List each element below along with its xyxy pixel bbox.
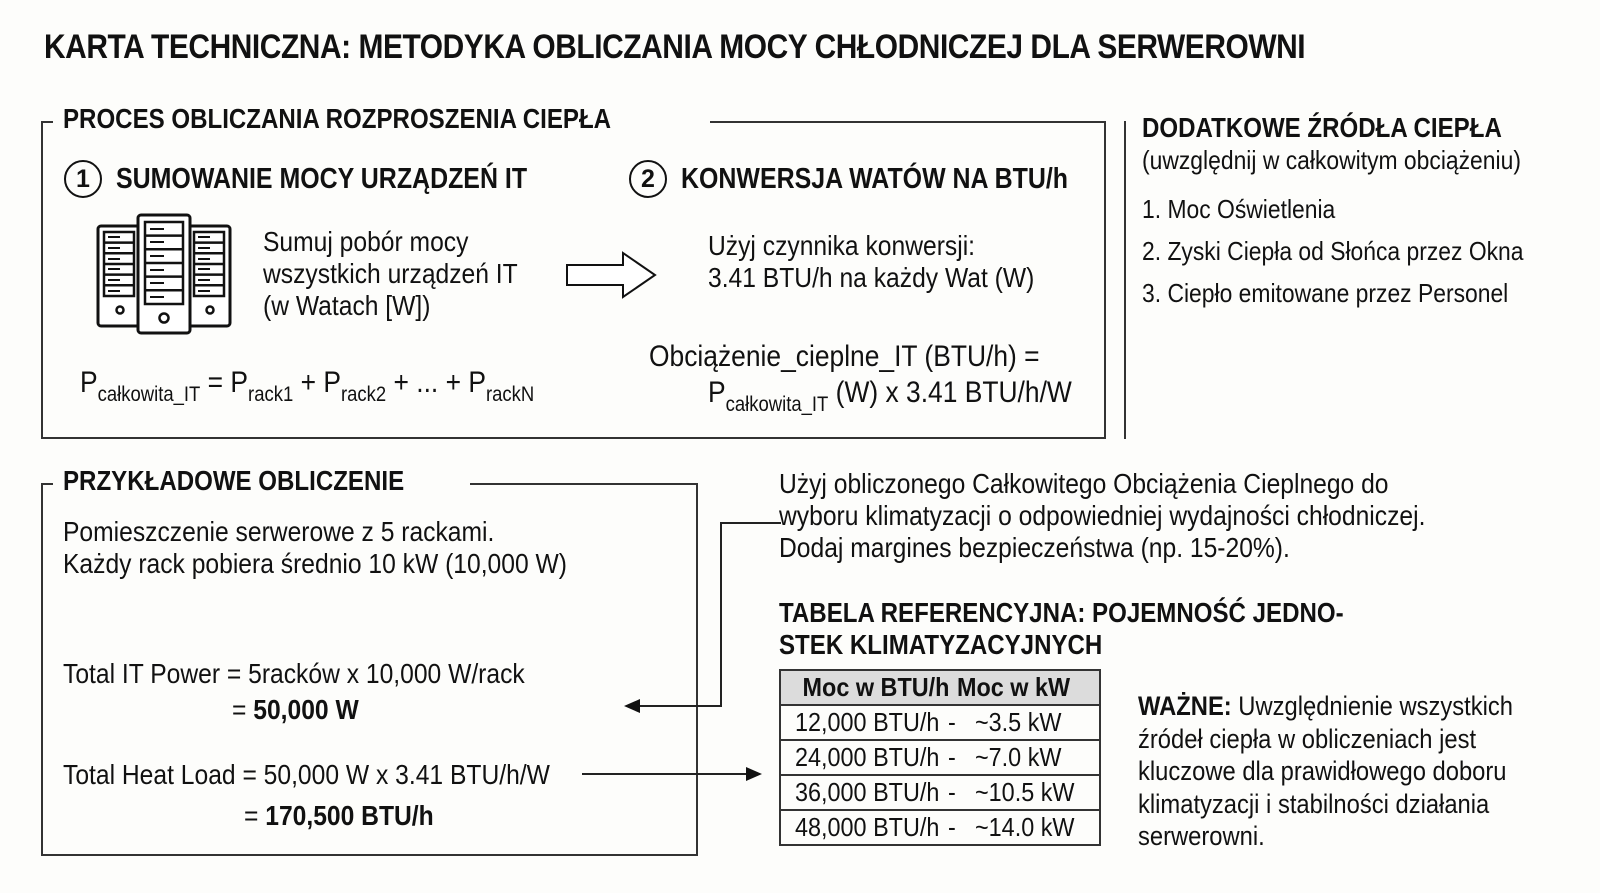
important-note: WAŻNE: Uwzględnienie wszystkich źródeł ciepła w obliczeniach jest kluczowe dla prawidłowego doboru klimatyzacji i stabilności działania serwerowni. bbox=[1138, 691, 1513, 851]
selection-note: Użyj obliczonego Całkowitego Obciążenia Cieplnego do wyboru klimatyzacji o odpowiedniej wydajności chłodniczej. Dodaj margines bezpieczeństwa (np. 15-20%). bbox=[779, 468, 1426, 563]
step-number-2: 2 bbox=[629, 160, 667, 198]
table-row: 12,000 BTU/h - ~3.5 kW bbox=[780, 705, 1100, 740]
additional-source-item: 2. Zyski Ciepła od Słońca przez Okna bbox=[1142, 236, 1524, 266]
table-header-row bbox=[780, 670, 1100, 705]
table-row: 24,000 BTU/h - ~7.0 kW bbox=[780, 740, 1100, 775]
heat-load-calculation: Total Heat Load = 50,000 W x 3.41 BTU/h/W bbox=[63, 759, 550, 790]
step-number-1: 1 bbox=[64, 160, 102, 198]
reference-table-title: TABELA REFERENCYJNA: POJEMNOŚĆ JEDNO- STEK KLIMATYZACYJNYCH bbox=[779, 597, 1344, 660]
process-section-label: PROCES OBLICZANIA ROZPROSZENIA CIEPŁA bbox=[53, 103, 710, 135]
heat-load-formula-line-2: $P_{całkowita\_IT}$ (W) x 3.41 BTU/h/W bbox=[708, 376, 1072, 416]
table-row: 36,000 BTU/h - ~10.5 kW bbox=[780, 775, 1100, 810]
heat-load-formula-line-1: Obciążenie_cieplne_IT (BTU/h) = bbox=[649, 340, 1040, 373]
arrowhead-left-icon bbox=[624, 699, 640, 713]
additional-source-item: 3. Ciepło emitowane przez Personel bbox=[1142, 278, 1509, 308]
it-power-result: = 50,000 W bbox=[232, 694, 359, 725]
total-power-formula: $P_{całkowita\_IT} = P_{rack1} + P_{rack2}$ + ... + $P_{rackN}$ bbox=[80, 366, 535, 406]
table-row: 48,000 BTU/h - ~14.0 kW bbox=[780, 810, 1100, 845]
heat-load-result: = 170,500 BTU/h bbox=[244, 800, 434, 831]
page-title: KARTA TECHNICZNA: METODYKA OBLICZANIA MOCY CHŁODNICZEJ DLA SERWEROWNI bbox=[44, 28, 1306, 66]
example-intro: Pomieszczenie serwerowe z 5 rackami. Każdy rack pobiera średnio 10 kW (10,000 W) bbox=[63, 516, 567, 579]
column-header-kw: Moc w kW bbox=[957, 672, 1071, 702]
step-1-heading: 1 SUMOWANIE MOCY URZĄDZEŃ IT bbox=[64, 160, 594, 198]
connector-note-to-it-power bbox=[636, 523, 781, 706]
additional-sources-subheading: (uwzględnij w całkowitym obciążeniu) bbox=[1142, 145, 1521, 175]
additional-source-item: 1. Moc Oświetlenia bbox=[1142, 194, 1336, 224]
example-section-label: PRZYKŁADOWE OBLICZENIE bbox=[53, 465, 470, 497]
step-2-heading: 2 KONWERSJA WATÓW NA BTU/h bbox=[629, 160, 1131, 198]
step-2-description: Użyj czynnika konwersji: 3.41 BTU/h na każdy Wat (W) bbox=[708, 230, 1035, 293]
arrowhead-right-icon bbox=[746, 767, 762, 781]
important-label: WAŻNE: bbox=[1138, 691, 1232, 721]
reference-table bbox=[779, 669, 1101, 846]
step-1-description: Sumuj pobór mocy wszystkich urządzeń IT (w Watach [W]) bbox=[263, 226, 518, 321]
column-header-btu: Moc w BTU/h bbox=[802, 672, 950, 702]
additional-sources-heading: DODATKOWE ŹRÓDŁA CIEPŁA bbox=[1142, 112, 1502, 143]
it-power-calculation: Total IT Power = 5racków x 10,000 W/rack bbox=[63, 658, 525, 689]
